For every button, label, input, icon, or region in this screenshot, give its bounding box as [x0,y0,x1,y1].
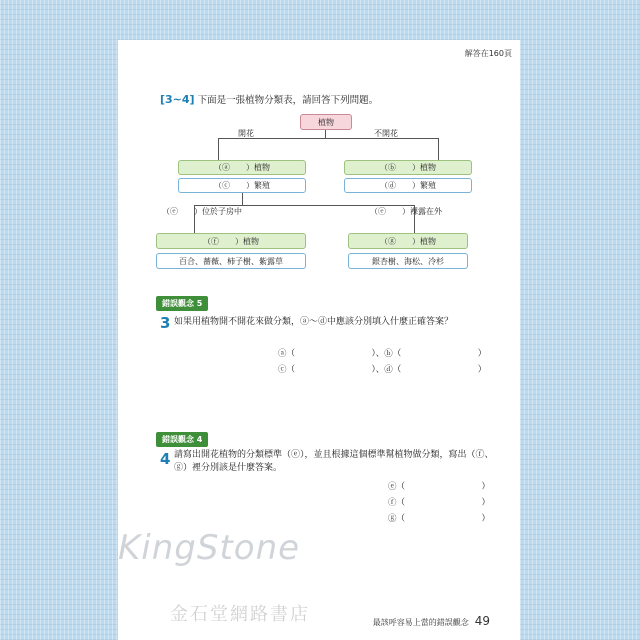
footer-text: 最該呼容易上當的錯誤觀念 [372,618,469,627]
answer-line[interactable]: ⓔ（ ） [388,482,491,492]
answer-line[interactable]: ⓐ（ ）、ⓑ（ ） [278,349,487,359]
tree-connector [218,138,219,160]
question-range: [3~4] [160,93,195,106]
question-number: 3 [160,314,171,332]
tree-root-box: 植物 [300,114,352,130]
answer-line[interactable]: ⓒ（ ）、ⓓ（ ） [278,365,487,375]
answer-line[interactable]: ⓕ（ ） [388,498,491,508]
answer-line[interactable]: ⓖ（ ） [388,514,491,524]
no-flower-label: 不開花 [374,129,398,138]
group-g-box: （ⓖ ）植物 [348,233,468,249]
page-number: 49 [474,614,490,628]
watermark-text: 金石堂網路書店 [170,604,310,625]
group-b-box: （ⓑ ）植物 [344,160,472,175]
group-f-box: （ⓕ ）植物 [156,233,306,249]
question-number: 4 [160,450,171,468]
misconception-badge: 錯誤觀念 4 [156,432,208,447]
group-f-examples: 百合、薔薇、柿子樹、紫露草 [156,253,306,269]
ovary-outside-label: （ⓔ ）裸露在外 [370,207,442,216]
group-c-box: （ⓒ ）繁殖 [178,178,306,193]
question-text: 如果用植物開不開花來做分類，ⓐ～ⓓ中應該分別填入什麼正確答案？ [174,317,454,327]
group-g-examples: 銀杏樹、海松、冷杉 [348,253,468,269]
group-a-box: （ⓐ ）植物 [178,160,306,175]
tree-connector [242,193,243,205]
page-footer [373,614,490,628]
tree-connector [438,138,439,160]
ovary-inside-label: （ⓔ ）位於子房中 [162,207,242,216]
watermark-logo: KingStone [118,528,301,568]
question-text: 請寫出開花植物的分類標準（ⓔ），並且根據這個標準幫植物做分類，寫出（ⓕ、ⓖ）裡分別該是什麼答案。 [174,450,494,473]
group-d-box: （ⓓ ）繁殖 [344,178,472,193]
question-title [160,92,378,106]
answer-reference: 解答在160頁 [464,49,512,58]
flower-label: 開花 [238,129,254,138]
tree-connector [325,130,326,138]
misconception-badge: 錯誤觀念 5 [156,296,208,311]
question-instruction: 下面是一張植物分類表，請回答下列問題。 [197,95,379,106]
